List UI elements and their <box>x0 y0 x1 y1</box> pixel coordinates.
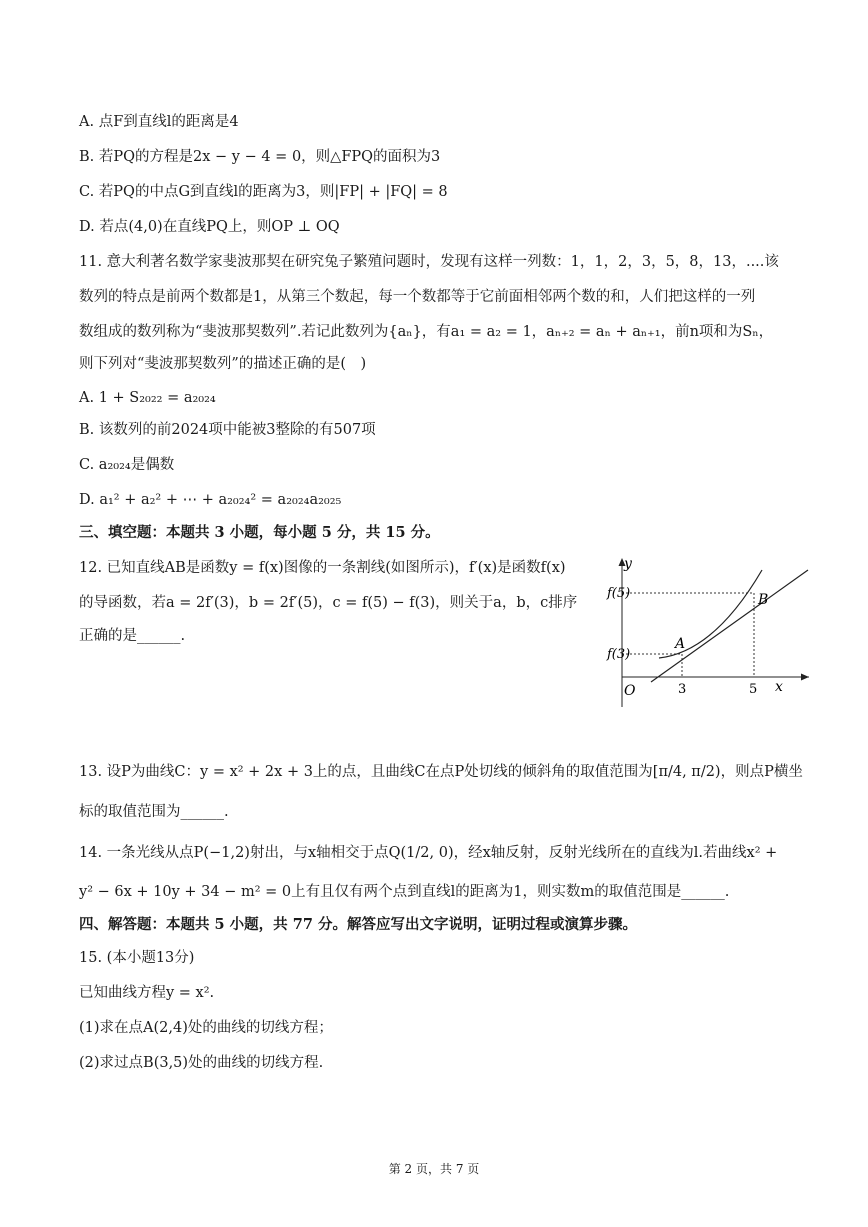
q11-option-c: C. a₂₀₂₄是偶数 <box>79 457 175 473</box>
secant-figure <box>604 552 814 712</box>
page-footer: 第 2 页，共 7 页 <box>388 1162 480 1176</box>
q15-part-2: (2)求过点B(3,5)处的曲线的切线方程. <box>79 1055 324 1071</box>
figure-x-tick-3: 3 <box>678 682 687 697</box>
q10-option-c: C. 若PQ的中点G到直线l的距离为3，则|FP| + |FQ| = 8 <box>79 184 448 200</box>
figure-y-tick-f5: f(5) <box>607 586 631 601</box>
figure-point-a-label: A <box>675 636 686 652</box>
q15-title: 15. (本小题13分) <box>79 950 195 966</box>
q10-option-a: A. 点F到直线l的距离是4 <box>79 114 239 130</box>
figure-x-tick-5: 5 <box>749 682 758 697</box>
q14-line-2: y² − 6x + 10y + 34 − m² = 0上有且仅有两个点到直线l的距离为1，则实数m的取值范围是______. <box>79 884 730 900</box>
figure-y-axis-label: y <box>624 556 632 572</box>
q12-line-2: 的导函数，若a = 2f′(3)，b = 2f′(5)，c = f(5) − f(3)，则关于a，b，c排序 <box>79 595 578 611</box>
q13-line-2: 标的取值范围为______. <box>79 804 229 820</box>
q13-line-1: 13. 设P为曲线C：y = x² + 2x + 3上的点，且曲线C在点P处切线的倾斜角的取值范围为[π/4, π/2)，则点P横坐 <box>79 764 803 780</box>
q11-line-4: 则下列对“斐波那契数列”的描述正确的是( ) <box>79 356 367 372</box>
q12-line-3: 正确的是______. <box>79 628 186 644</box>
figure-point-b-label: B <box>758 592 769 608</box>
q10-option-b: B. 若PQ的方程是2x − y − 4 = 0，则△FPQ的面积为3 <box>79 149 441 165</box>
figure-y-tick-f3: f(3) <box>607 647 631 662</box>
q10-option-d: D. 若点(4,0)在直线PQ上，则OP ⊥ OQ <box>79 219 340 235</box>
section-4-heading: 四、解答题：本题共 5 小题，共 77 分。解答应写出文字说明，证明过程或演算步骤。 <box>79 916 637 933</box>
figure-x-axis-label: x <box>775 679 783 695</box>
figure-origin-label: O <box>624 683 636 699</box>
q11-option-b: B. 该数列的前2024项中能被3整除的有507项 <box>79 422 376 438</box>
q11-option-a: A. 1 + S₂₀₂₂ = a₂₀₂₄ <box>79 390 216 406</box>
section-3-heading: 三、填空题：本题共 3 小题，每小题 5 分，共 15 分。 <box>79 524 440 541</box>
q11-line-1: 11. 意大利著名数学家斐波那契在研究兔子繁殖问题时，发现有这样一列数：1，1，2，3，5，8，13，....该 <box>79 254 779 270</box>
q11-line-2: 数列的特点是前两个数都是1，从第三个数起，每一个数都等于它前面相邻两个数的和，人们把这样的一列 <box>79 289 756 305</box>
q11-line-3: 数组成的数列称为“斐波那契数列”.若记此数列为{aₙ}，有a₁ = a₂ = 1，aₙ₊₂ = aₙ + aₙ₊₁，前n项和为Sₙ， <box>79 324 774 340</box>
q12-line-1: 12. 已知直线AB是函数y = f(x)图像的一条割线(如图所示)，f′(x)是函数f(x) <box>79 560 566 576</box>
q14-line-1: 14. 一条光线从点P(−1,2)射出，与x轴相交于点Q(1/2, 0)，经x轴反射，反射光线所在的直线为l.若曲线x² + <box>79 845 778 861</box>
q15-part-1: (1)求在点A(2,4)处的曲线的切线方程； <box>79 1020 333 1036</box>
q11-option-d: D. a₁² + a₂² + ⋯ + a₂₀₂₄² = a₂₀₂₄a₂₀₂₅ <box>79 492 342 508</box>
q15-stem: 已知曲线方程y = x². <box>79 985 215 1001</box>
